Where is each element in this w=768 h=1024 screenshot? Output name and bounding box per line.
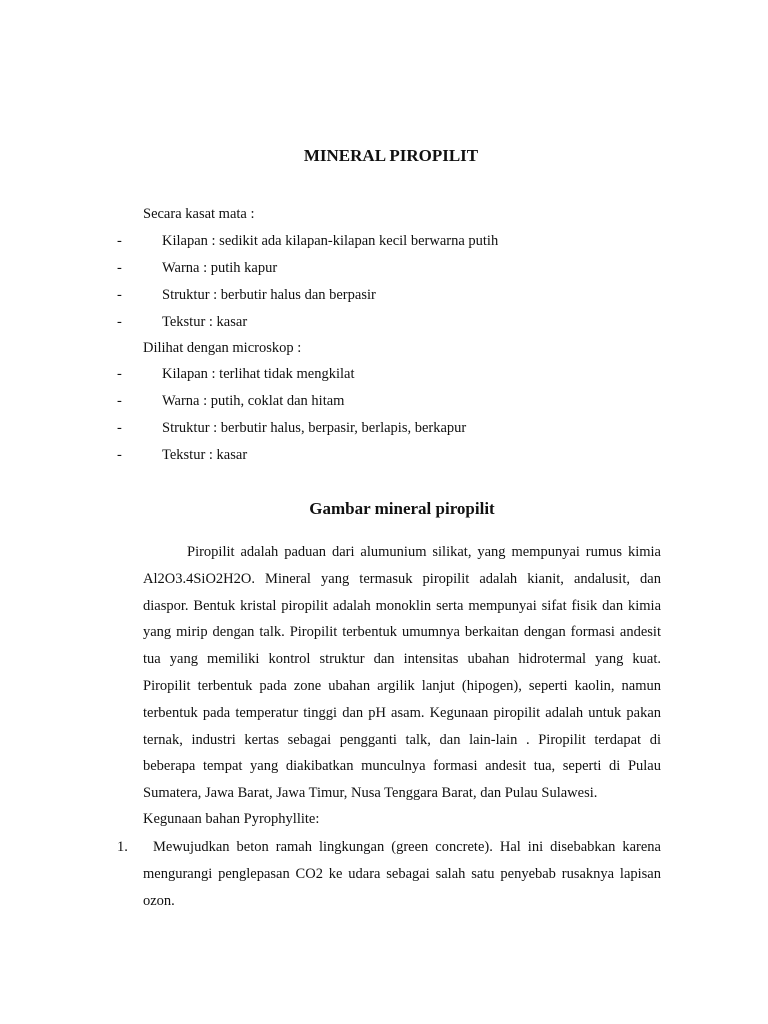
bullet-dash: - <box>117 393 122 409</box>
list-item: Warna : putih, coklat dan hitam <box>162 393 345 409</box>
numbered-line: ozon. <box>143 892 175 909</box>
bullet-dash: - <box>117 420 122 436</box>
list-item: Tekstur : kasar <box>162 447 248 463</box>
paragraph-line: Sumatera, Jawa Barat, Jawa Timur, Nusa Tenggara Barat, dan Pulau Sulawesi. <box>143 785 598 802</box>
paragraph-line: Piropilit adalah paduan dari alumunium silikat, yang mempunyai rumus kimia <box>187 544 661 560</box>
bullet-dash: - <box>117 314 122 330</box>
paragraph-line: beberapa tempat yang diakibatkan munculnya formasi andesit tua, seperti di Pulau <box>143 758 661 775</box>
list-item: Kilapan : sedikit ada kilapan-kilapan kecil berwarna putih <box>162 233 499 249</box>
bullet-dash: - <box>117 260 122 276</box>
paragraph-line: Piropilit terbentuk pada zone ubahan argilik lanjut (hipogen), seperti kaolin, namun <box>143 677 661 694</box>
numbered-line: mengurangi penglepasan CO2 ke udara sebagai salah satu penyebab rusaknya lapisan <box>143 865 661 882</box>
paragraph-line: Al2O3.4SiO2H2O. Mineral yang termasuk piropilit adalah kianit, andalusit, dan <box>143 570 661 587</box>
section-title: Gambar mineral piropilit <box>309 499 495 518</box>
page-title: MINERAL PIROPILIT <box>303 146 479 165</box>
section-intro-microskop: Dilihat dengan microskop : <box>143 340 302 356</box>
list-number: 1. <box>117 839 128 855</box>
paragraph-line: yang mirip dengan talk. Piropilit terbentuk umumnya berkaitan dengan formasi andesit <box>143 624 661 641</box>
list-item: Warna : putih kapur <box>162 260 278 276</box>
numbered-item <box>143 834 661 914</box>
list-item: Kilapan : terlihat tidak mengkilat <box>162 366 355 382</box>
list-item: Struktur : berbutir halus dan berpasir <box>162 287 376 303</box>
bullet-dash: - <box>117 447 122 463</box>
paragraph-line: tua yang memiliki kontrol struktur dan intensitas ubahan hidrotermal yang kuat. <box>143 651 661 668</box>
list-item: Struktur : berbutir halus, berpasir, berlapis, berkapur <box>162 420 467 436</box>
uses-intro: Kegunaan bahan Pyrophyllite: <box>143 811 320 827</box>
paragraph-line: terbentuk pada temperatur tinggi dan pH asam. Kegunaan piropilit adalah untuk pakan <box>143 704 661 721</box>
section-intro-kasat-mata: Secara kasat mata : <box>143 206 255 222</box>
bullet-dash: - <box>117 233 122 249</box>
paragraph-line: ternak, industri kertas sebagai pengganti talk, dan lain-lain . Piropilit terdapat di <box>143 731 661 748</box>
paragraph-line: diaspor. Bentuk kristal piropilit adalah monoklin serta mempunyai sifat fisik dan kimia <box>143 597 661 614</box>
body-paragraph <box>143 539 661 807</box>
bullet-dash: - <box>117 366 122 382</box>
numbered-line: Mewujudkan beton ramah lingkungan (green concrete). Hal ini disebabkan karena <box>153 839 661 855</box>
list-item: Tekstur : kasar <box>162 314 248 330</box>
bullet-dash: - <box>117 287 122 303</box>
